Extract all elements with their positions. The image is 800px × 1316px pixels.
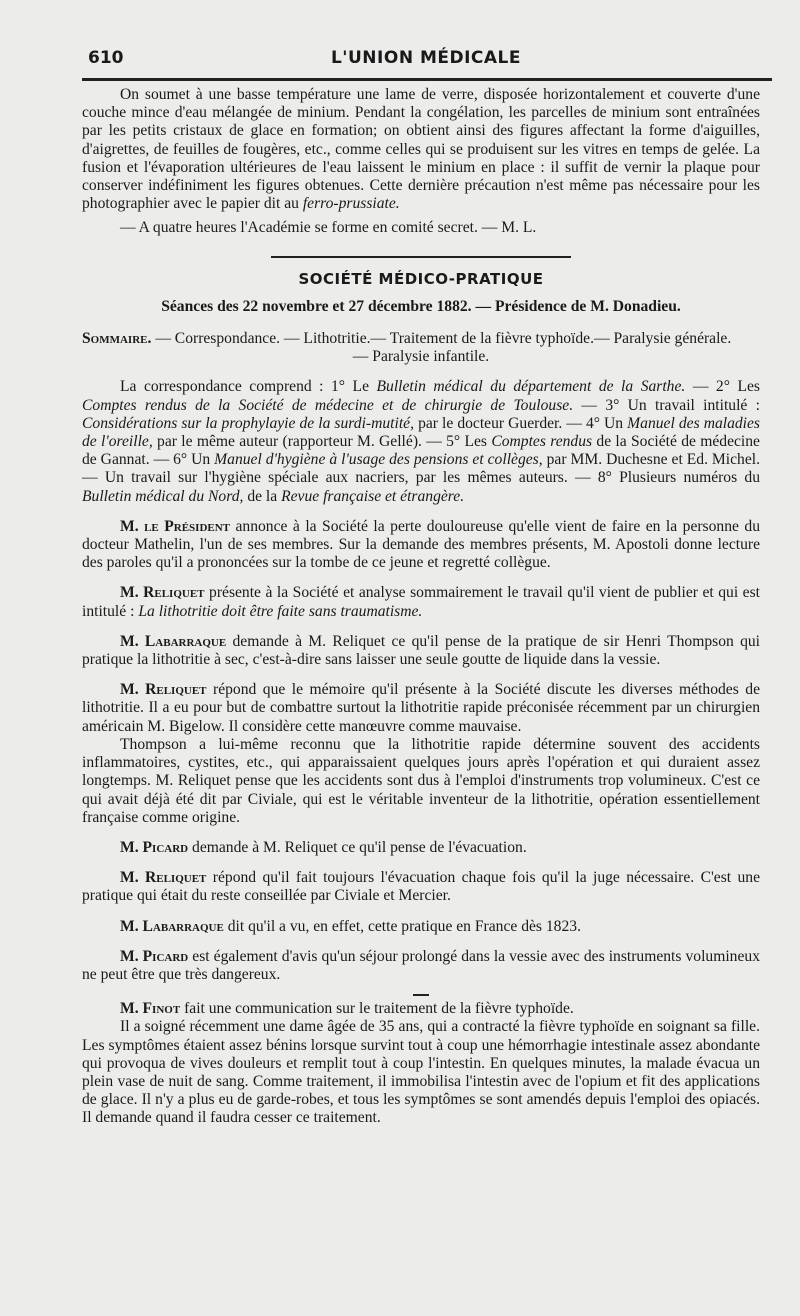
paragraph-text: dit qu'il a vu, en effet, cette pratique en France dès 1823. (227, 917, 581, 935)
page-header (82, 46, 770, 76)
publication-title: Manuel des maladies de l'oreille, (82, 414, 761, 451)
finot-paragraph (82, 1000, 760, 1018)
page-number: 610 (88, 48, 124, 68)
text-run: par le docteur Guerder. — 4° Un (418, 414, 624, 432)
labarraque-paragraph-1 (82, 633, 760, 669)
paragraph-text: annonce à la Société la perte douloureuse qu'elle vient de faire en la personne du docteur Mathelin, l'un de ses membres. Sur la demande des membres présents, M. Apostoli donne lecture des paroles qu'il a prononcées sur la tombe de ce jeune et regretté collègue. (82, 517, 761, 572)
publication-title: Comptes rendus (491, 433, 593, 451)
intro-paragraph (82, 86, 760, 213)
intro-closing: — A quatre heures l'Académie se forme en comité secret. — M. L. (120, 219, 537, 237)
text-run: — 3° Un travail intitulé : (581, 396, 760, 414)
reliquet-paragraph-3 (82, 869, 760, 905)
intro-text: On soumet à une basse température une lame de verre, disposée horizontalement et couverte d'une couche mince d'eau mélangée de minium. Pendant la congélation, les parcelles de minium sont entraînées par les petits cristaux de glace en formation; on obtient ainsi des figures affectant la forme d'aiguilles, d'aigrettes, de feuilles de fougères, etc., comme celles qui se produisent sur les vitres en temps de gelée. La fusion et l'évaporation ultérieures de l'eau laissent le minium en place : il suffit de vernir la plaque pour conserver indéfiniment les figures obtenues. Cette dernière précaution n'est même pas nécessaire pour les photographier avec le papier dit au (82, 86, 760, 213)
speaker-name: M. Reliquet (120, 869, 207, 887)
article-body (82, 86, 760, 1128)
publication-title: Bulletin médical du département de la Sarthe. (376, 378, 686, 396)
publication-title: Revue française et étrangère. (281, 487, 465, 505)
text-run: de la Société de médecine de Gannat. — 6° Un (82, 433, 760, 469)
speaker-name: M. Reliquet (120, 681, 207, 699)
sommaire-continuation: — Paralysie infantile. (352, 348, 490, 366)
publication-title: Bulletin médical du Nord, (82, 487, 244, 505)
reliquet-paragraph-2 (82, 681, 760, 736)
work-title: La lithotritie doit être faite sans traumatisme. (138, 602, 423, 620)
paragraph-text: demande à M. Reliquet ce qu'il pense de l'évacuation. (192, 838, 527, 856)
text-run: — 2° Les (692, 378, 760, 396)
paragraph-text: fait une communication sur le traitement de la fièvre typhoïde. (184, 1000, 574, 1018)
text-run: par MM. Duchesne et Ed. Michel. — Un travail sur l'hygiène spéciale aux nacriers, par les mêmes auteurs. — 8° Plusieurs numéros du (82, 451, 760, 487)
speaker-name: M. Labarraque (120, 917, 224, 935)
paragraph-text: répond que le mémoire qu'il présente à la Société discute les diverses méthodes de lithotritie. Il a eu pour but de combattre surtout la lithotritie rapide préconisée récemment par un chirurgien américain M. Bigelow. Il considère cette manœuvre comme mauvaise. (82, 681, 761, 735)
intro-italic: ferro-prussiate. (302, 195, 400, 213)
speaker-name: M. Picard (120, 947, 189, 965)
text-run: La correspondance comprend : 1° Le (120, 378, 369, 396)
president-paragraph (82, 518, 760, 573)
paragraph-text: demande à M. Reliquet ce qu'il pense de la pratique de sir Henri Thompson qui pratique la lithotritie à sec, c'est-à-dire sans laisser une seule goutte de liquide dans la vessie. (82, 632, 760, 669)
section-divider (271, 256, 571, 258)
finot-paragraph-2: Il a soigné récemment une dame âgée de 35 ans, qui a contracté la fièvre typhoïde en soignant sa fille. Les symptômes étaient assez bénins lorsque survint tout à coup une hémorrhagie intestinale assez abondante qui provoqua de vives douleurs et remplit tout à coup l'intestin. En quelques minutes, la malade évacua un plein vase de nuit de sang. Comme traitement, il immobilisa l'intestin avec de l'opium et fit des applications de glace. Il n'y a plus eu de garde-robes, et tous les symptômes se sont amendés depuis l'emploi des opiacés. Il demande quand il faudra cesser ce traitement. (82, 1018, 760, 1127)
speaker-name: M. Labarraque (120, 632, 227, 650)
short-divider (413, 994, 429, 996)
paragraph-text: présente à la Société et analyse sommairement le travail qu'il vient de publier et qui est intitulé : (82, 584, 761, 620)
journal-title: L'UNION MÉDICALE (330, 48, 522, 68)
sommaire (82, 330, 760, 348)
session-line: Séances des 22 novembre et 27 décembre 1882. — Présidence de M. Donadieu. (161, 297, 681, 315)
publication-title: Comptes rendus de la Société de médecine et de chirurgie de Toulouse. (82, 396, 574, 414)
correspondance-paragraph (82, 378, 760, 505)
sommaire-text: — Correspondance. — Lithotritie.— Traitement de la fièvre typhoïde.— Paralysie générale. (155, 330, 732, 348)
labarraque-paragraph-2 (82, 918, 760, 936)
paragraph-text: répond qu'il fait toujours l'évacuation chaque fois qu'il la juge nécessaire. C'est une pratique qui était du reste conseillée par Civiale et Mercier. (82, 869, 761, 905)
thompson-paragraph: Thompson a lui-même reconnu que la lithotritie rapide détermine souvent des accidents inflammatoires, cystites, etc., qui apparaissaient quelques jours après l'opération et qui duraient assez longtemps. M. Reliquet pense que les accidents sont dus à l'emploi d'instruments trop volumineux. C'est ce qui avait déjà été dit par Civiale, qui est le véritable inventeur de la lithotritie, opération essentiellement française comme origine. (82, 735, 760, 826)
header-rule (82, 78, 772, 81)
speaker-name: M. Picard (120, 838, 189, 856)
text-run: par le même auteur (rapporteur M. Gellé). — 5° Les (157, 433, 487, 451)
text-run: de la (247, 487, 278, 505)
sommaire-label: Sommaire. (82, 330, 152, 348)
publication-title: Considérations sur la prophylayie de la surdi-mutité, (82, 414, 414, 432)
section-title: SOCIÉTÉ MÉDICO-PRATIQUE (298, 269, 544, 288)
picard-paragraph-2 (82, 948, 760, 984)
paragraph-text: est également d'avis qu'un séjour prolongé dans la vessie avec des instruments volumineux ne peut être que très dangereux. (82, 947, 760, 983)
picard-paragraph-1 (82, 839, 760, 857)
speaker-name: M. Reliquet (120, 584, 205, 602)
speaker-name: M. Finot (120, 1000, 181, 1018)
publication-title: Manuel d'hygiène à l'usage des pensions et collèges, (214, 451, 543, 469)
speaker-name: M. le Président (120, 517, 231, 535)
reliquet-paragraph-1 (82, 584, 760, 620)
